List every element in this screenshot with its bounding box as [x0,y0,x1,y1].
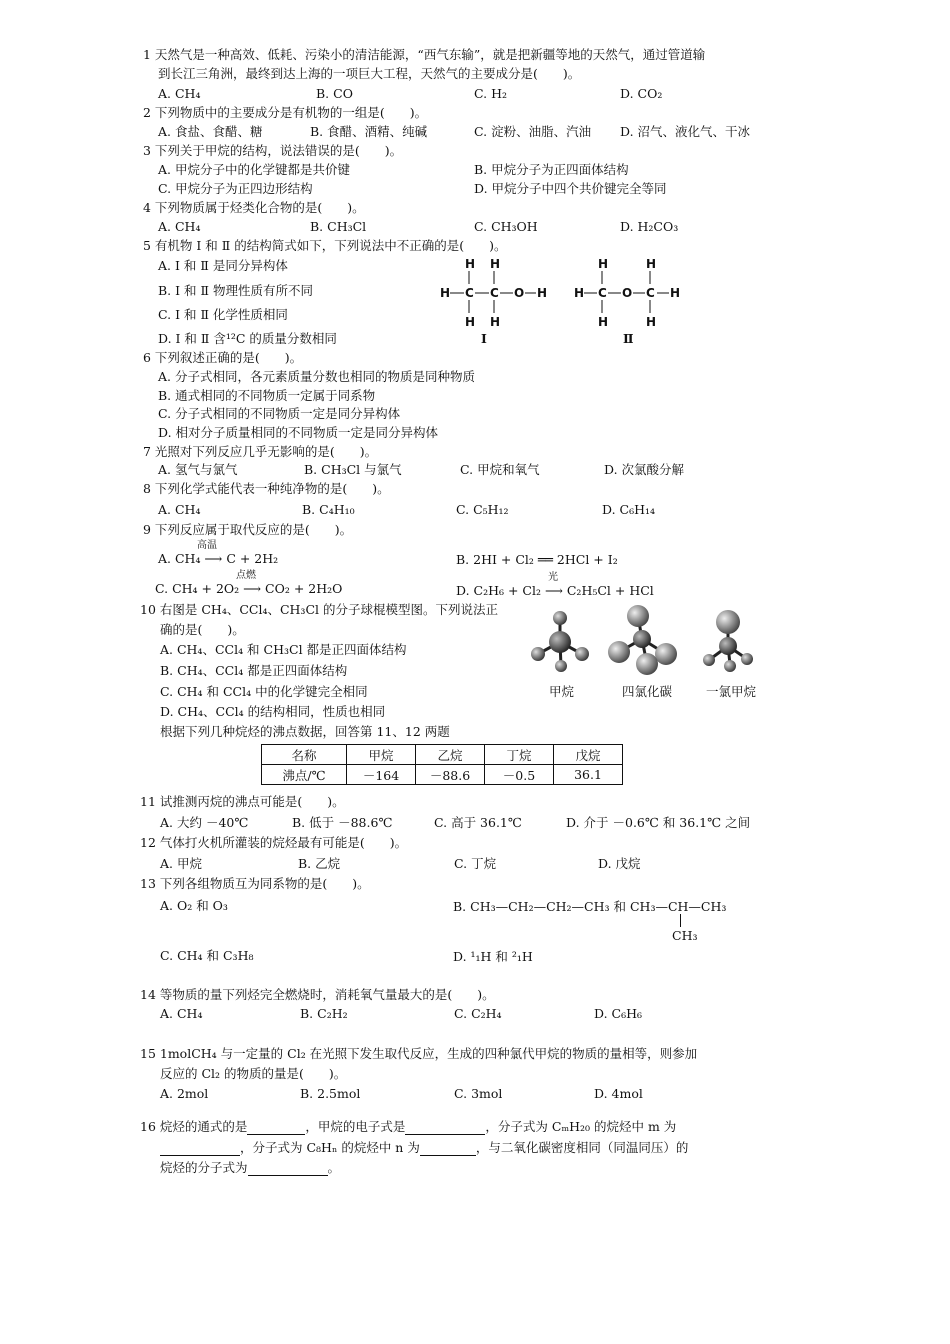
model-label-ccl4: 四氯化碳 [622,684,673,699]
structure-ii-label: Ⅱ [623,331,634,346]
q16-line3 [160,1160,340,1176]
q7-option-d: D. 次氯酸分解 [604,462,685,477]
q6-option-b: B. 通式相同的不同物质一定属于同系物 [158,388,376,403]
svg-text:C: C [490,286,499,300]
q9-stem: 9 下列反应属于取代反应的是( )。 [143,522,353,537]
q3-option-c: C. 甲烷分子为正四边形结构 [158,181,313,196]
q16-text: ，分子式为 CₘH₂₀ 的烷烃中 m 为 [485,1119,677,1134]
q3-option-d: D. 甲烷分子中四个共价键完全等同 [474,181,667,196]
q16-line2 [160,1140,688,1156]
q2-option-b: B. 食醋、酒精、纯碱 [310,124,428,139]
table-cell: 甲烷 [347,745,416,765]
q8-option-c: C. C₅H₁₂ [456,502,509,517]
q16-line1 [140,1119,676,1135]
svg-text:H: H [646,315,657,329]
q8-option-d: D. C₆H₁₄ [602,502,656,517]
q10-line2: 确的是( )。 [160,622,245,637]
q11-stem: 11 试推测丙烷的沸点可能是( )。 [140,794,345,809]
q10-option-d: D. CH₄、CCl₄ 的结构相同，性质也相同 [160,704,386,719]
answer-blank[interactable] [420,1143,476,1156]
table-cell: －0.5 [485,765,554,785]
q9-option-c: C. CH₄ + 2O₂ ⟶ CO₂ + 2H₂O [155,581,343,596]
q1-line1: 1 天然气是一种高效、低耗、污染小的清洁能源，“西气东输”，就是把新疆等地的天然气，通过管道输 [143,47,706,62]
svg-text:H: H [598,257,609,271]
answer-blank[interactable] [247,1122,305,1135]
q12-option-b: B. 乙烷 [298,856,341,871]
q9-option-b: B. 2HI + Cl₂ ══ 2HCl + I₂ [456,552,618,567]
q4-option-d: D. H₂CO₃ [620,219,679,234]
table-cell: 沸点/℃ [262,765,347,785]
svg-text:O: O [622,286,633,300]
q6-option-d: D. 相对分子质量相同的不同物质一定是同分异构体 [158,425,439,440]
structure-i-label: Ⅰ [481,331,487,346]
svg-text:H: H [465,315,476,329]
svg-text:C: C [465,286,474,300]
q9-option-a: A. CH₄ ⟶ C + 2H₂ [158,551,279,566]
bp-table-intro: 根据下列几种烷烃的沸点数据，回答第 11、12 两题 [160,724,450,739]
q1-option-a: A. CH₄ [158,86,201,101]
branch-bond-line [680,914,681,927]
table-cell: 36.1 [554,765,623,785]
q5-option-c: C. Ⅰ 和 Ⅱ 化学性质相同 [158,307,288,322]
table-cell: 丁烷 [485,745,554,765]
molecule-models-diagram [525,604,775,684]
q13-option-a: A. O₂ 和 O₃ [160,898,228,913]
model-label-methane: 甲烷 [549,684,575,699]
structure-i-ethanol-diagram [436,254,566,334]
table-cell: －164 [347,765,416,785]
q15-line1: 15 1molCH₄ 与一定量的 Cl₂ 在光照下发生取代反应，生成的四种氯代甲烷的物质的量相等，则参加 [140,1046,698,1061]
q13-stem: 13 下列各组物质互为同系物的是( )。 [140,876,370,891]
q9-a-condition: 高温 [197,540,217,551]
q16-text: ，分子式为 C₈Hₙ 的烷烃中 n 为 [240,1140,420,1155]
q10-option-b: B. CH₄、CCl₄ 都是正四面体结构 [160,663,348,678]
answer-blank[interactable] [248,1163,328,1176]
q7-option-c: C. 甲烷和氧气 [460,462,540,477]
q15-line2: 反应的 Cl₂ 的物质的量是( )。 [160,1066,347,1081]
model-label-ch3cl: 一氯甲烷 [706,684,757,699]
q1-line2: 到长江三角洲，最终到达上海的一项巨大工程，天然气的主要成分是( )。 [158,66,581,81]
q15-option-a: A. 2mol [160,1086,209,1101]
q2-stem: 2 下列物质中的主要成分是有机物的一组是( )。 [143,105,428,120]
svg-text:H: H [465,257,476,271]
q15-option-d: D. 4mol [594,1086,643,1101]
svg-text:H: H [537,286,548,300]
answer-blank[interactable] [160,1143,240,1156]
q6-option-a: A. 分子式相同，各元素质量分数也相同的物质是同种物质 [158,369,475,384]
svg-text:H: H [490,315,501,329]
svg-text:H: H [646,257,657,271]
q5-option-d: D. Ⅰ 和 Ⅱ 含¹²C 的质量分数相同 [158,331,337,346]
answer-blank[interactable] [405,1122,485,1135]
q13-option-c: C. CH₄ 和 C₃H₈ [160,948,254,963]
q10-line1: 10 右图是 CH₄、CCl₄、CH₃Cl 的分子球棍模型图。下列说法正 [140,602,498,617]
q1-option-b: B. CO [316,86,353,101]
q11-option-a: A. 大约 －40℃ [160,815,249,830]
q12-option-c: C. 丁烷 [454,856,497,871]
q12-option-a: A. 甲烷 [160,856,202,871]
boiling-point-table [261,744,623,785]
q3-option-a: A. 甲烷分子中的化学键都是共价键 [158,162,350,177]
svg-text:O: O [514,286,525,300]
svg-text:C: C [646,286,655,300]
table-cell: 名称 [262,745,347,765]
q4-option-c: C. CH₃OH [474,219,538,234]
q8-stem: 8 下列化学式能代表一种纯净物的是( )。 [143,481,390,496]
q16-text: 烷烃的分子式为 [160,1160,248,1175]
q14-option-a: A. CH₄ [160,1006,203,1021]
svg-text:C: C [598,286,607,300]
q11-option-b: B. 低于 －88.6℃ [292,815,393,830]
q2-option-a: A. 食盐、食醋、糖 [158,124,263,139]
q13-option-d: D. ¹₁H 和 ²₁H [453,949,533,964]
svg-text:H: H [440,286,451,300]
q9-d-condition: 光 [548,572,558,583]
q2-option-c: C. 淀粉、油脂、汽油 [474,124,592,139]
q11-option-c: C. 高于 36.1℃ [434,815,522,830]
q9-option-d: D. C₂H₆ + Cl₂ ⟶ C₂H₅Cl + HCl [456,583,654,598]
q16-text: ，甲烷的电子式是 [305,1119,406,1134]
q5-stem: 5 有机物 Ⅰ 和 Ⅱ 的结构简式如下，下列说法中不正确的是( )。 [143,238,507,253]
q7-stem: 7 光照对下列反应几乎无影响的是( )。 [143,444,378,459]
q16-text: 16 烷烃的通式的是 [140,1119,248,1134]
q3-stem: 3 下列关于甲烷的结构，说法错误的是( )。 [143,143,403,158]
q2-option-d: D. 沼气、液化气、干冰 [620,124,751,139]
q1-option-c: C. H₂ [474,86,507,101]
q8-option-b: B. C₄H₁₀ [302,502,355,517]
q4-option-a: A. CH₄ [158,219,201,234]
q14-option-d: D. C₆H₆ [594,1006,643,1021]
q13-option-b: B. CH₃—CH₂—CH₂—CH₃ 和 CH₃—CH—CH₃ [453,899,727,914]
svg-text:H: H [598,315,609,329]
table-cell: 戊烷 [554,745,623,765]
q8-option-a: A. CH₄ [158,502,201,517]
q15-option-b: B. 2.5mol [300,1086,361,1101]
q7-option-a: A. 氢气与氯气 [158,462,238,477]
q12-option-d: D. 戊烷 [598,856,641,871]
q4-stem: 4 下列物质属于烃类化合物的是( )。 [143,200,365,215]
q12-stem: 12 气体打火机所灌装的烷烃最有可能是( )。 [140,835,408,850]
q10-option-a: A. CH₄、CCl₄ 和 CH₃Cl 都是正四面体结构 [160,642,407,657]
table-row [262,765,623,785]
q11-option-d: D. 介于 －0.6℃ 和 36.1℃ 之间 [566,815,751,830]
q6-option-c: C. 分子式相同的不同物质一定是同分异构体 [158,406,401,421]
q16-text: 。 [327,1160,341,1175]
table-cell: －88.6 [416,765,485,785]
q5-option-a: A. Ⅰ 和 Ⅱ 是同分异构体 [158,258,288,273]
q14-stem: 14 等物质的量下列烃完全燃烧时，消耗氧气量最大的是( )。 [140,987,495,1002]
q7-option-b: B. CH₃Cl 与氯气 [304,462,402,477]
q14-option-c: C. C₂H₄ [454,1006,502,1021]
q10-option-c: C. CH₄ 和 CCl₄ 中的化学键完全相同 [160,684,368,699]
q5-option-b: B. Ⅰ 和 Ⅱ 物理性质有所不同 [158,283,313,298]
q6-stem: 6 下列叙述正确的是( )。 [143,350,303,365]
structure-ii-ether-diagram [570,254,690,334]
q13-option-b-branch: CH₃ [672,928,698,943]
table-header-row [262,745,623,765]
q16-text: ，与二氧化碳密度相同（同温同压）的 [475,1140,689,1155]
q4-option-b: B. CH₃Cl [310,219,367,234]
table-cell: 乙烷 [416,745,485,765]
svg-text:H: H [670,286,681,300]
svg-text:H: H [490,257,501,271]
q1-option-d: D. CO₂ [620,86,663,101]
q3-option-b: B. 甲烷分子为正四面体结构 [474,162,629,177]
q14-option-b: B. C₂H₂ [300,1006,348,1021]
q9-c-condition: 点燃 [236,570,256,581]
svg-text:H: H [574,286,585,300]
q15-option-c: C. 3mol [454,1086,503,1101]
